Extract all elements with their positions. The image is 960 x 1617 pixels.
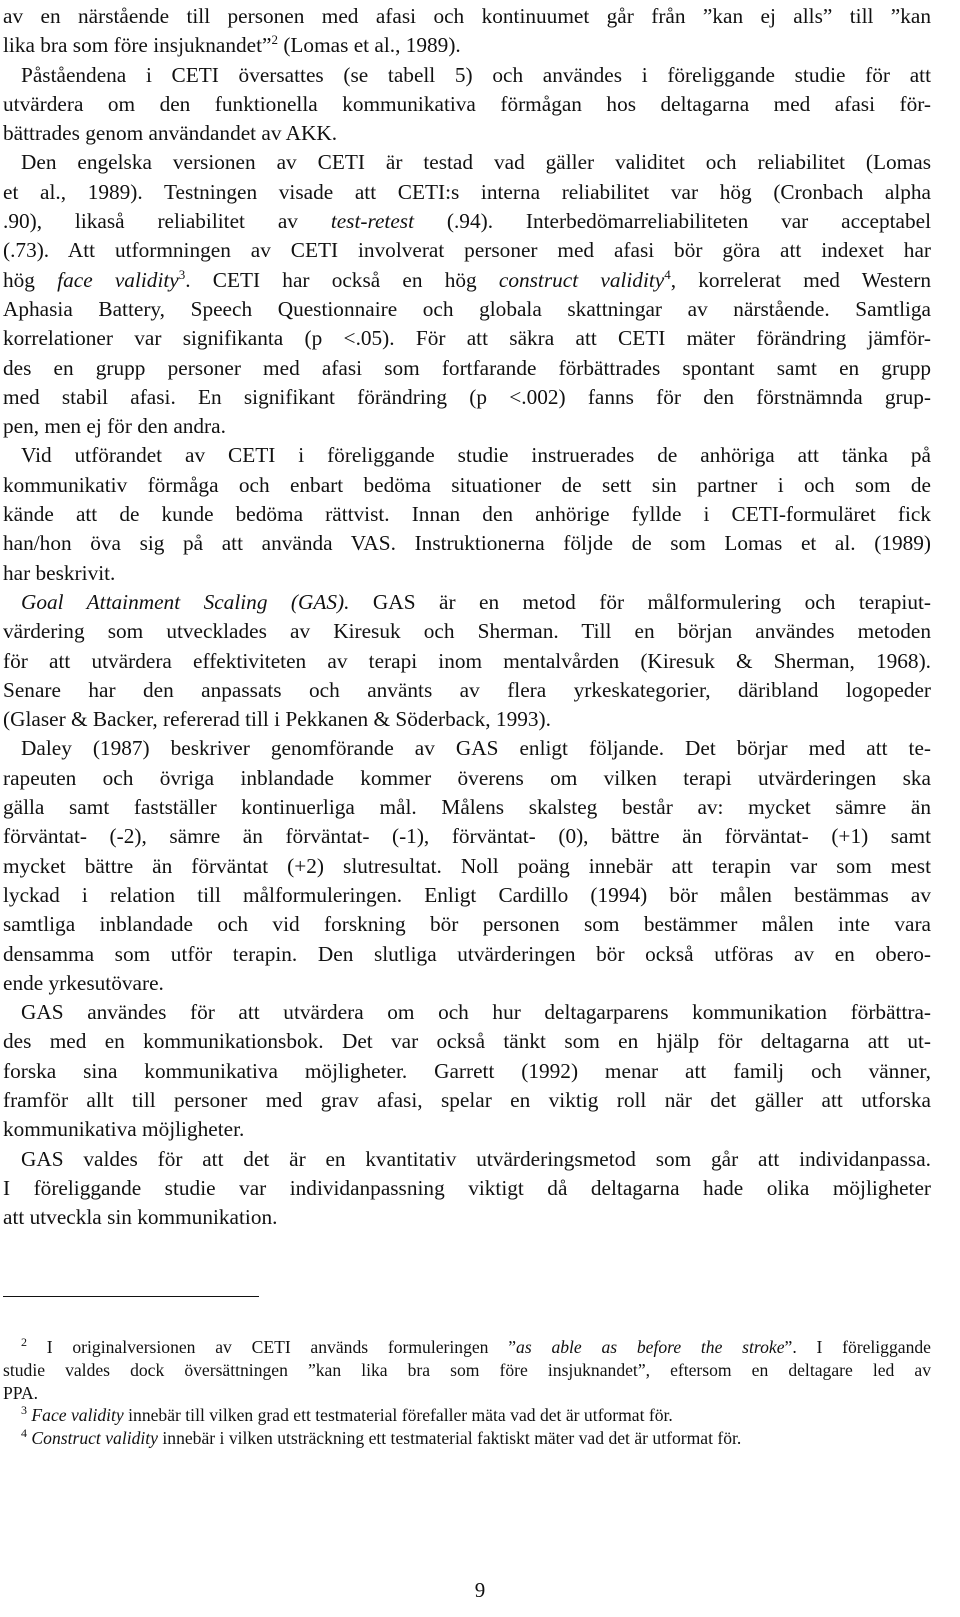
italic-term: construct validity [498,267,665,292]
body-line: bättrades genom användandet av AKK. [3,121,338,146]
italic-term: Face validity [31,1405,124,1426]
body-line: GAS användes för att utvärdera om och hur deltagarparens kommunikation förbättra- [21,1000,931,1025]
body-line: med stabil afasi. En signifikant förändring (p <.002) fanns för den förstnämnda grup- [3,384,931,409]
body-line: (Glaser & Backer, refererad till i Pekkanen & Söderback, 1993). [3,707,551,732]
page-number: 9 [474,1578,486,1602]
body-line: kände att de kunde bedöma rättvist. Innan den anhörige fyllde i CETI-formuläret fick [3,502,931,527]
body-line: kommunikativ förmåga och enbart bedöma situationer de sett sin partner i och som de [3,472,931,497]
italic-term: Goal Attainment Scaling (GAS). [21,589,350,614]
body-line: samtliga inblandade och vid forskning bör personen som bestämmer målen inte vara [3,912,931,937]
body-line: lyckad i relation till målformuleringen. Enligt Cardillo (1994) bör målen bestämmas av [3,882,931,907]
body-line: kommunikativa möjligheter. [3,1117,245,1142]
footnote-marker: 2 [271,32,278,48]
body-line: rapeuten och övriga inblandade kommer överens om vilken terapi utvärderingen ska [3,765,931,790]
body-line: förväntat- (-2), sämre än förväntat- (-1), förväntat- (0), bättre än förväntat- (+1) samt [3,824,931,849]
body-line: har beskrivit. [3,560,116,585]
body-line: I föreliggande studie var individanpassning viktigt då deltagarna hade olika möjligheter [3,1175,931,1200]
body-line: gälla samt fastställer kontinuerliga mål. Målens skalsteg består av: mycket sämre än [3,795,931,820]
footnote-marker: 4 [21,1426,27,1441]
body-line: forska sina kommunikativa möjligheter. Garrett (1992) menar att familj och vänner, [3,1058,931,1083]
body-text [3,2,931,1232]
body-line: pen, men ej för den andra. [3,414,226,439]
body-line: et al., 1989). Testningen visade att CETI:s interna reliabilitet var hög (Cronbach alpha [3,179,931,204]
footnote-line: $^4$ Construct validity innebär i vilken utsträckning ett testmaterial faktiskt mäter vad det är utformat för. [21,1426,742,1449]
italic-term: Construct validity [31,1428,158,1449]
body-line: Den engelska versionen av CETI är testad vad gäller validitet och reliabilitet (Lomas [21,150,931,175]
footnote-line: studie valdes dock översättningen ”kan lika bra som före insjuknandet”, eftersom en deltagare led av [3,1359,931,1380]
body-line: Aphasia Battery, Speech Questionnaire och globala skattningar av närstående. Samtliga [3,296,931,321]
footnote-line: $^3$ Face validity innebär till vilken grad ett testmaterial förefaller mäta vad det är utformat för. [21,1403,673,1426]
body-line: ende yrkesutövare. [3,970,164,995]
footnote-divider [3,1296,259,1297]
footnotes [3,1336,931,1450]
body-line: (.73). Att utformningen av CETI involverat personer med afasi bör göra att indexet har [3,238,931,263]
footnote-marker: 3 [21,1403,27,1418]
body-line: Daley (1987) beskriver genomförande av GAS enligt följande. Det börjar med att te- [21,736,931,761]
italic-term: face validity [57,267,179,292]
body-line: Påståendena i CETI översattes (se tabell 5) och användes i föreliggande studie för att [21,62,931,87]
body-line: Vid utförandet av CETI i föreliggande studie instruerades de anhöriga att tänka på [21,443,931,468]
footnote-line: $^2$ I originalversionen av CETI används formuleringen ”as able as before the stroke”. I föreliggande [21,1335,931,1357]
footnote-line: PPA. [3,1382,39,1403]
body-line: des med en kommunikationsbok. Det var också tänkt som en hjälp för deltagarna att ut- [3,1029,931,1054]
footnote-marker: 2 [21,1335,27,1349]
body-line: GAS valdes för att det är en kvantitativ utvärderingsmetod som går att individanpassa. [21,1146,931,1171]
body-line: mycket bättre än förväntat (+2) slutresultat. Noll poäng innebär att terapin var som mest [3,853,931,878]
body-line: utvärdera om den funktionella kommunikativa förmågan hos deltagarna med afasi för- [3,91,931,116]
body-line: des en grupp personer med afasi som fortfarande förbättrades spontant samt en grupp [3,355,931,380]
body-line: densamma som utför terapin. Den slutliga utvärderingen bör också utföras av en obero- [3,941,931,966]
body-line: korrelationer var signifikanta (p <.05). För att säkra att CETI mäter förändring jämför- [3,326,931,351]
body-line: framför allt till personer med grav afasi, spelar en viktig roll när det gäller att utforska [3,1087,931,1112]
body-line: av en närstående till personen med afasi och kontinuumet går från ”kan ej alls” till ”kan [3,4,931,28]
footnote-marker: 3 [178,266,186,282]
body-line: lika bra som före insjuknandet”$^2$ (Lomas et al., 1989). [3,32,461,58]
body-line: .90), likaså reliabilitet av test-retest (.94). Interbedömarreliabiliteten var acceptabel [3,209,931,234]
body-line: att utveckla sin kommunikation. [3,1205,278,1230]
footnote-marker: 4 [664,266,671,282]
body-line: han/hon öva sig på att använda VAS. Instruktionerna följde de som Lomas et al. (1989) [3,531,931,556]
italic-term: as able as before the stroke [516,1337,785,1357]
body-line: värdering som utvecklades av Kiresuk och Sherman. Till en början användes metoden [3,619,931,644]
italic-term: test-retest [330,209,415,234]
body-line: Senare har den anpassats och använts av flera yrkeskategorier, däribland logopeder [3,677,931,702]
body-line: för att utvärdera effektiviteten av terapi inom mentalvården (Kiresuk & Sherman, 1968). [3,648,931,673]
body-line: hög face validity$^3$. CETI har också en hög construct validity$^4$, korrelerat med Western [3,266,931,292]
body-line: Goal Attainment Scaling (GAS). GAS är en metod för målformulering och terapiut- [21,589,931,614]
